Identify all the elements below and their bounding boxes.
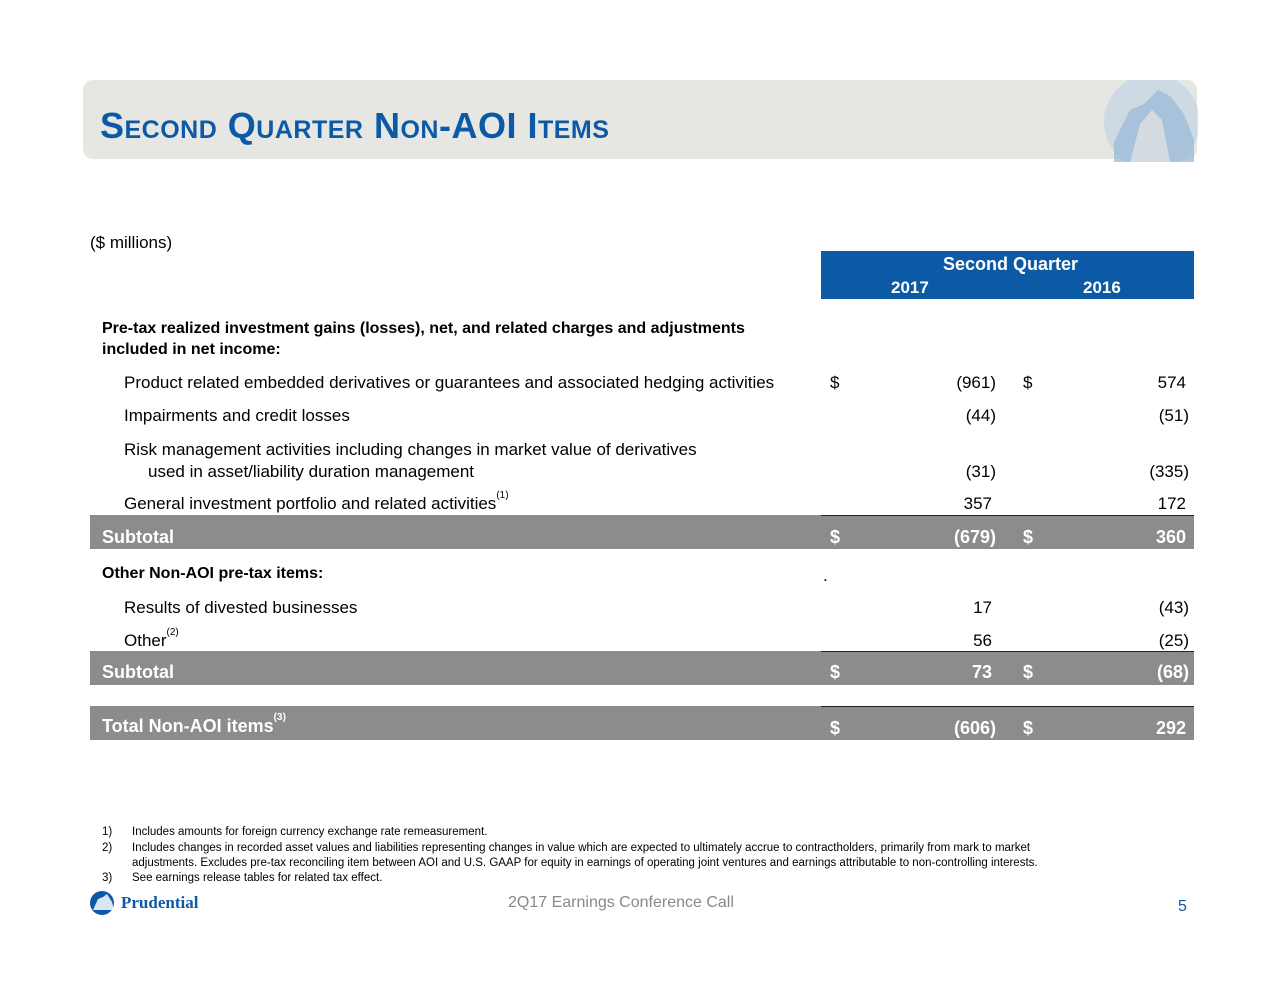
row-label-line2: used in asset/liability duration management [148, 462, 475, 481]
total-2017: (606) [953, 718, 996, 738]
section2-heading: Other Non-AOI pre-tax items: [102, 565, 324, 582]
row-label: Product related embedded derivatives or guarantees and associated hedging activities [124, 373, 775, 392]
footnote-number: 1) [102, 826, 113, 838]
total-label [102, 712, 286, 738]
value-2016: 574 [1157, 373, 1186, 392]
subtotal-2017: (679) [953, 527, 996, 547]
subtotal-label: Subtotal [102, 662, 174, 682]
section1-heading-line1: Pre-tax realized investment gains (losses), net, and related charges and adjustments [102, 320, 745, 337]
footnote-number: 2) [102, 842, 113, 854]
subtotal-label: Subtotal [102, 527, 174, 547]
value-2017: (31) [965, 462, 996, 481]
page-title: Second Quarter Non-AOI Items [100, 105, 610, 146]
column-header-2017: 2017 [891, 278, 929, 297]
value-2017: 357 [963, 494, 992, 513]
currency-symbol: $ [830, 718, 841, 738]
subtotal-2017: 73 [971, 662, 992, 682]
currency-symbol: $ [1023, 373, 1033, 392]
value-2016: (51) [1158, 406, 1189, 425]
rule-line [821, 706, 1194, 707]
value-2017: 17 [973, 598, 992, 617]
rule-line [821, 651, 1194, 652]
total-label-text: Total Non-AOI items [102, 716, 274, 736]
row-label [124, 627, 179, 651]
currency-symbol: $ [830, 527, 841, 547]
rule-line [821, 515, 1194, 516]
value-2017: (961) [956, 373, 996, 392]
row-label-line1: Risk management activities including changes in market value of derivatives [124, 440, 697, 459]
footnote-text: Includes changes in recorded asset values and liabilities representing changes in value which are expected to ultimately accrue to contractholders, primarily from mark to market [132, 842, 1031, 854]
footnote-ref: (1) [496, 490, 509, 501]
currency-symbol: $ [830, 373, 840, 392]
footnote-text: See earnings release tables for related tax effect. [132, 872, 383, 884]
brand-name: Prudential [121, 893, 199, 912]
currency-symbol: $ [1023, 718, 1034, 738]
column-header-2016: 2016 [1083, 278, 1121, 297]
currency-symbol: $ [1023, 527, 1034, 547]
footnote-text-continued: adjustments. Excludes pre-tax reconciling item between AOI and U.S. GAAP for equity in earnings of operating joint ventures and earnings attributable to non-controlling interests. [132, 857, 1038, 869]
row-label-text: Other [124, 631, 167, 650]
footnote-number: 3) [102, 872, 113, 884]
currency-symbol: $ [1023, 662, 1034, 682]
subtotal-2016: 360 [1155, 527, 1186, 547]
prudential-logo [89, 890, 198, 916]
column-group-header: Second Quarter [942, 254, 1079, 274]
conference-label: 2Q17 Earnings Conference Call [508, 894, 734, 911]
currency-symbol: $ [830, 662, 841, 682]
units-label: ($ millions) [90, 233, 173, 252]
value-2016: (335) [1149, 462, 1189, 481]
row-label: Impairments and credit losses [124, 406, 350, 425]
row-label-text: General investment portfolio and related activities [124, 494, 497, 513]
value-2016: 172 [1157, 494, 1186, 513]
section1-heading-line2: included in net income: [102, 341, 281, 358]
footnote-ref: (2) [166, 627, 179, 638]
row-label [124, 490, 509, 514]
page-number: 5 [1178, 898, 1187, 915]
stray-dot: . [823, 566, 828, 585]
prudential-rock-icon [89, 890, 117, 916]
row-label: Results of divested businesses [124, 598, 358, 617]
value-2016: (43) [1158, 598, 1189, 617]
value-2016: (25) [1158, 631, 1189, 650]
value-2017: 56 [973, 631, 992, 650]
value-2017: (44) [965, 406, 996, 425]
total-2016: 292 [1155, 718, 1186, 738]
rock-of-gibraltar-logo-icon [1100, 80, 1198, 162]
footnote-text: Includes amounts for foreign currency exchange rate remeasurement. [132, 826, 488, 838]
subtotal-2016: (68) [1156, 662, 1189, 682]
footnote-ref: (3) [273, 712, 286, 723]
